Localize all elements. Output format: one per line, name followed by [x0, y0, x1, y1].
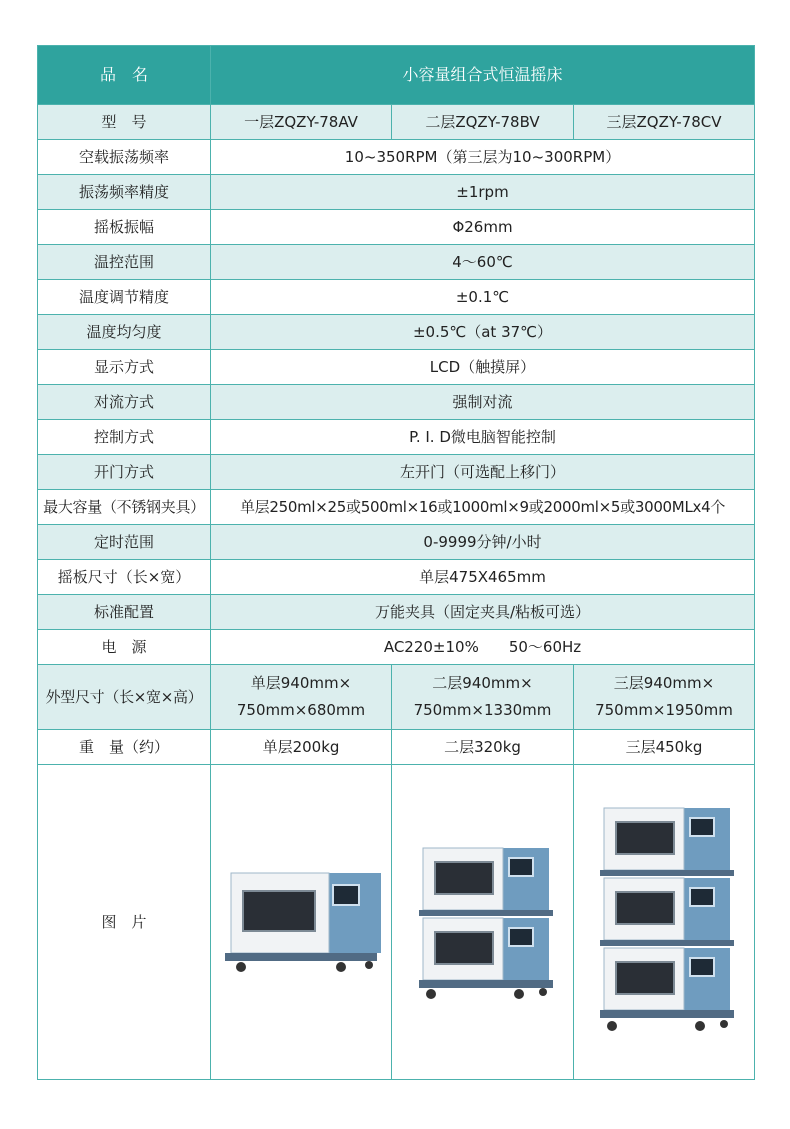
spec-value: 强制对流 — [211, 385, 755, 420]
spec-row — [38, 140, 755, 175]
spec-label: 对流方式 — [38, 385, 211, 420]
single-shaker-image — [221, 867, 381, 977]
spec-value: 0-9999分钟/小时 — [211, 525, 755, 560]
spec-row — [38, 210, 755, 245]
spec-row — [38, 175, 755, 210]
spec-row — [38, 280, 755, 315]
spec-value: Φ26mm — [211, 210, 755, 245]
model-2: 二层ZQZY-78BV — [392, 105, 574, 140]
spec-label: 控制方式 — [38, 420, 211, 455]
spec-label: 温度均匀度 — [38, 315, 211, 350]
spec-row — [38, 595, 755, 630]
spec-row — [38, 420, 755, 455]
spec-value: ±1rpm — [211, 175, 755, 210]
spec-label: 最大容量（不锈钢夹具） — [38, 490, 211, 525]
header-row — [38, 46, 755, 105]
picture-row — [38, 765, 755, 1080]
weight-3: 三层450kg — [574, 730, 755, 765]
spec-label: 温度调节精度 — [38, 280, 211, 315]
dimensions-label: 外型尺寸（长×宽×高） — [38, 665, 211, 730]
spec-value: LCD（触摸屏） — [211, 350, 755, 385]
spec-value: ±0.1℃ — [211, 280, 755, 315]
picture-triple — [574, 765, 755, 1080]
picture-label: 图 片 — [38, 765, 211, 1080]
spec-value: P. I. D微电脑智能控制 — [211, 420, 755, 455]
spec-label: 振荡频率精度 — [38, 175, 211, 210]
dimensions-2: 二层940mm× 750mm×1330mm — [392, 665, 574, 730]
spec-value: 单层475X465mm — [211, 560, 755, 595]
spec-label: 空载振荡频率 — [38, 140, 211, 175]
model-row — [38, 105, 755, 140]
spec-label: 标准配置 — [38, 595, 211, 630]
spec-label: 定时范围 — [38, 525, 211, 560]
spec-label: 开门方式 — [38, 455, 211, 490]
spec-table — [37, 45, 755, 1080]
spec-value: AC220±10% 50～60Hz — [211, 630, 755, 665]
weight-row — [38, 730, 755, 765]
spec-label: 显示方式 — [38, 350, 211, 385]
weight-1: 单层200kg — [211, 730, 392, 765]
spec-label: 温控范围 — [38, 245, 211, 280]
picture-single — [211, 765, 392, 1080]
spec-row — [38, 630, 755, 665]
spec-label: 摇板尺寸（长×宽） — [38, 560, 211, 595]
model-1: 一层ZQZY-78AV — [211, 105, 392, 140]
spec-value: 万能夹具（固定夹具/粘板可选） — [211, 595, 755, 630]
model-3: 三层ZQZY-78CV — [574, 105, 755, 140]
double-shaker-image — [413, 842, 553, 1002]
picture-double — [392, 765, 574, 1080]
spec-value: 单层250ml×25或500ml×16或1000ml×9或2000ml×5或3000MLx4个 — [211, 490, 755, 525]
weight-label: 重 量（约） — [38, 730, 211, 765]
triple-shaker-image — [594, 802, 734, 1042]
spec-row — [38, 560, 755, 595]
dimensions-3: 三层940mm× 750mm×1950mm — [574, 665, 755, 730]
spec-row — [38, 245, 755, 280]
spec-row — [38, 490, 755, 525]
spec-value: 4～60℃ — [211, 245, 755, 280]
dimensions-1: 单层940mm× 750mm×680mm — [211, 665, 392, 730]
spec-value: 左开门（可选配上移门） — [211, 455, 755, 490]
weight-2: 二层320kg — [392, 730, 574, 765]
model-label: 型 号 — [38, 105, 211, 140]
header-label: 品 名 — [38, 46, 211, 105]
spec-label: 摇板振幅 — [38, 210, 211, 245]
spec-label: 电 源 — [38, 630, 211, 665]
spec-row — [38, 455, 755, 490]
spec-row — [38, 350, 755, 385]
product-name: 小容量组合式恒温摇床 — [211, 46, 755, 105]
spec-value: 10~350RPM（第三层为10~300RPM） — [211, 140, 755, 175]
spec-row — [38, 385, 755, 420]
dimensions-row — [38, 665, 755, 730]
spec-row — [38, 525, 755, 560]
spec-value: ±0.5℃（at 37℃） — [211, 315, 755, 350]
spec-row — [38, 315, 755, 350]
